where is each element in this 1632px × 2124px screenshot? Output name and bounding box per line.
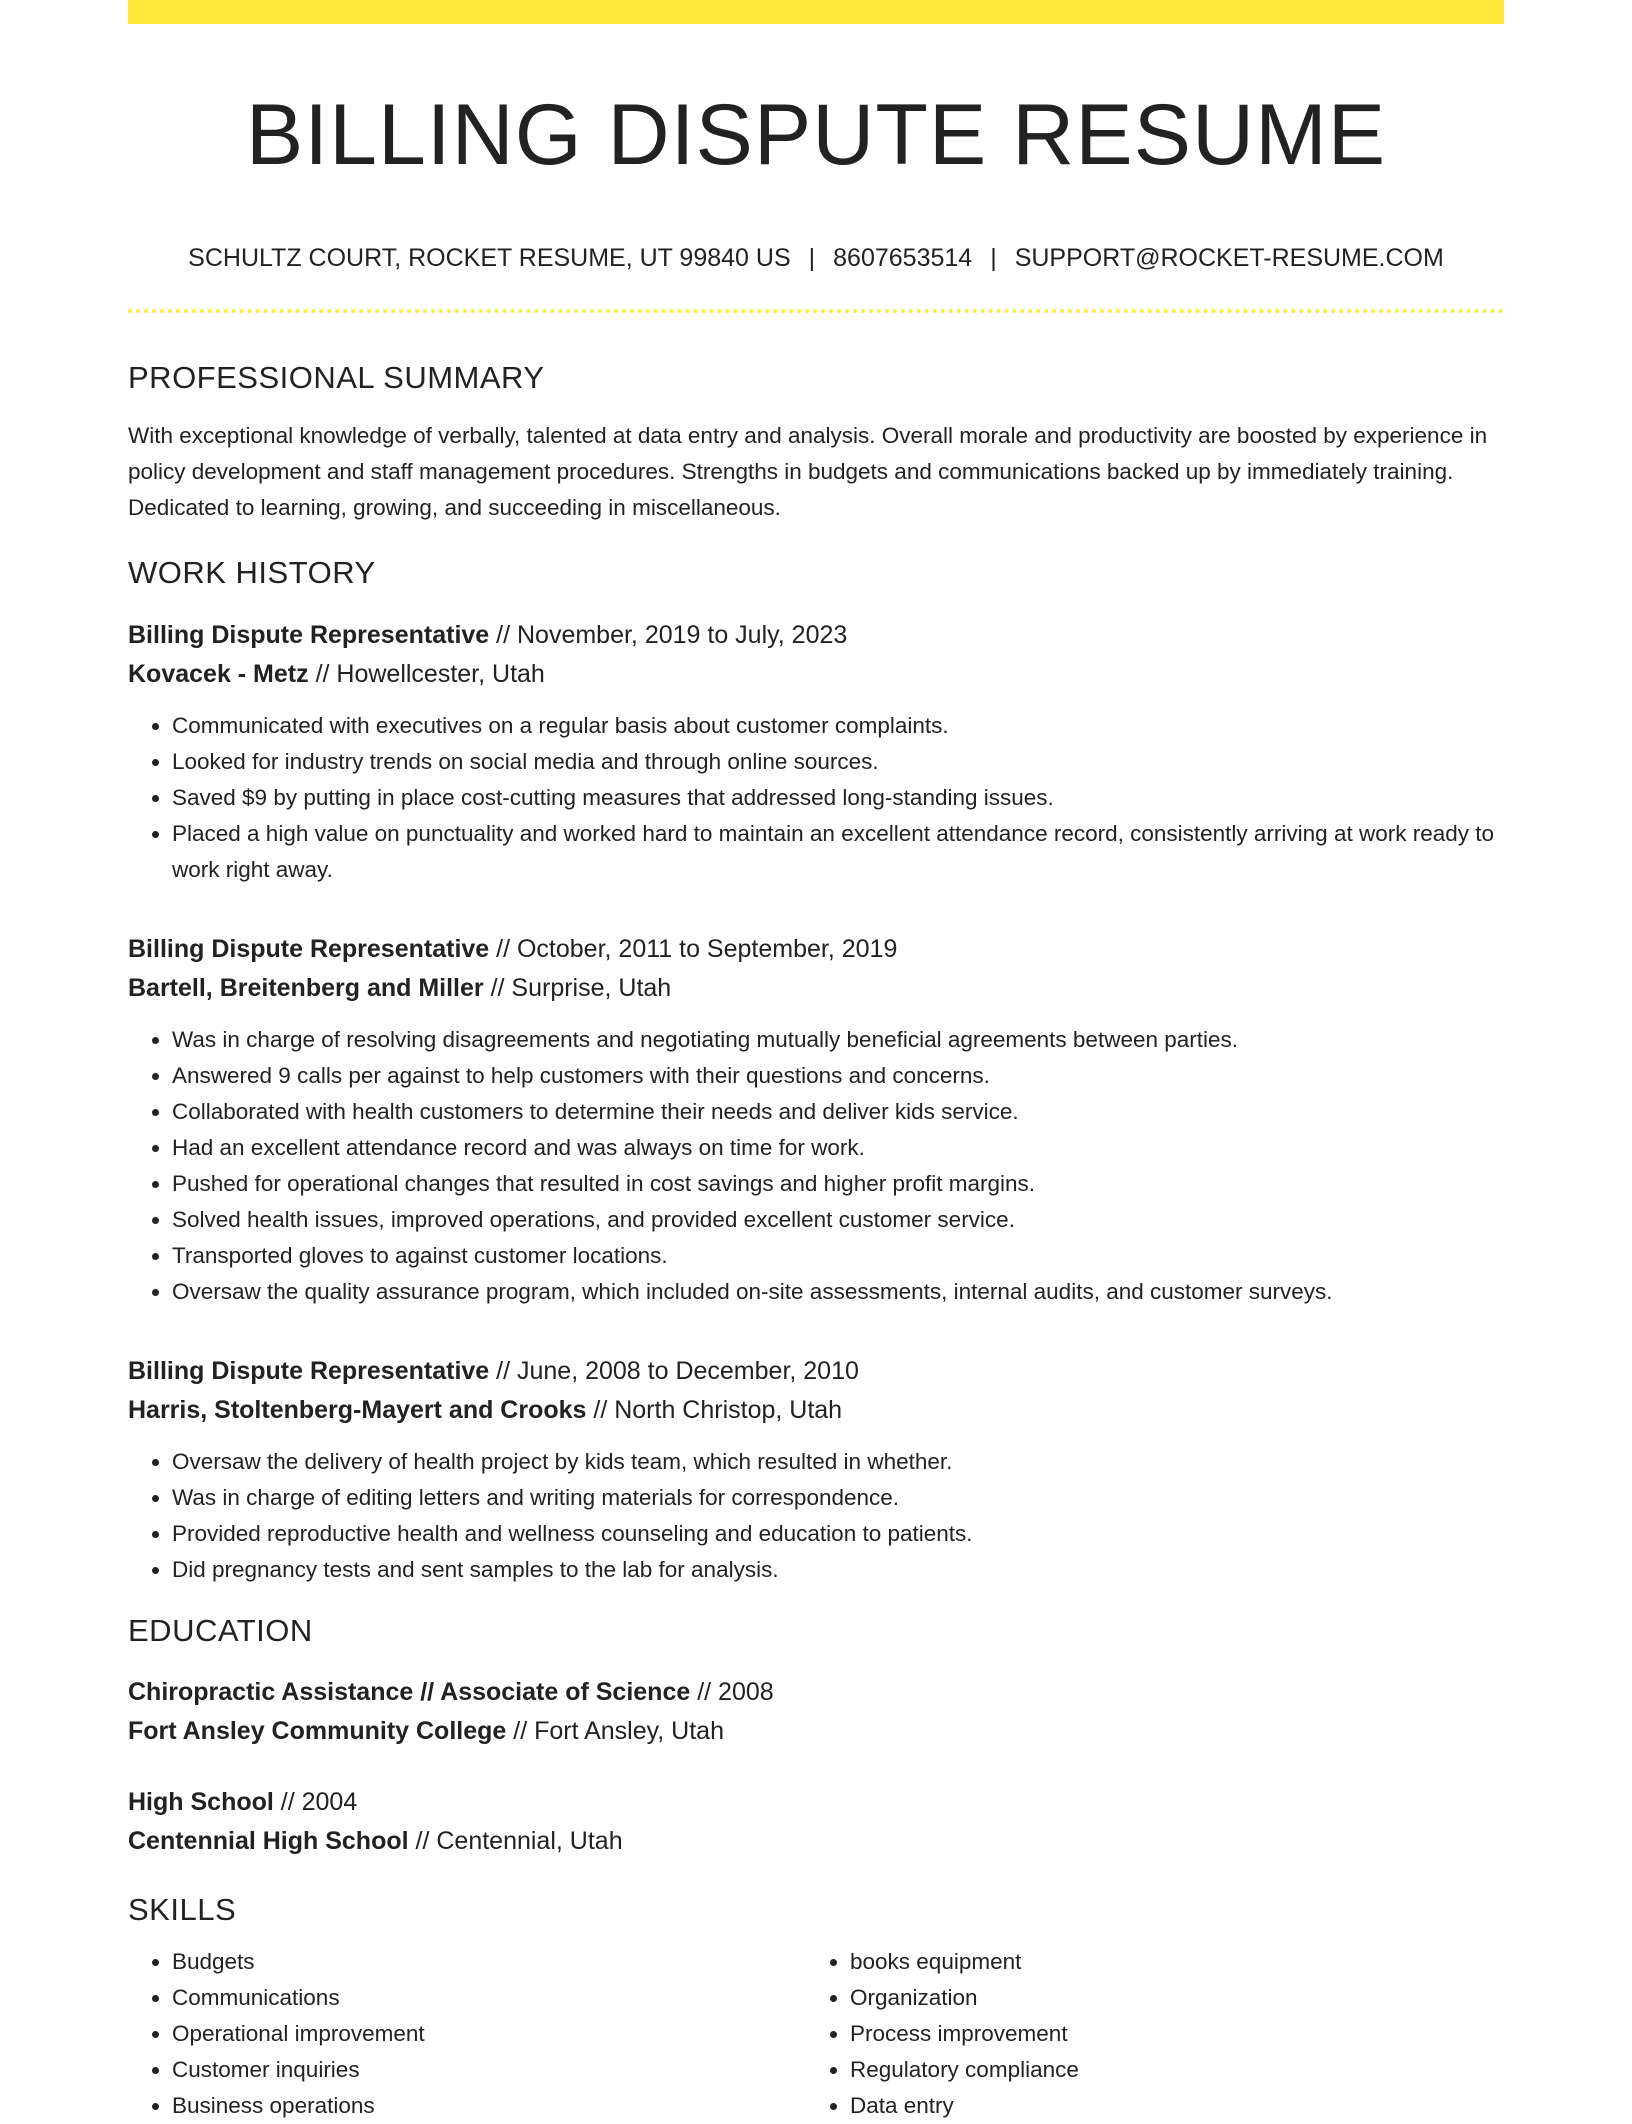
job-bullet: • Saved $9 by putting in place cost-cutting measures that addressed long-standing issues. — [172, 780, 1504, 816]
education-school: Centennial High School — [128, 1826, 409, 1855]
job-bullet: • Oversaw the quality assurance program, which included on-site assessments, internal audits, and customer surveys. — [172, 1274, 1504, 1310]
dotted-divider — [128, 309, 1504, 313]
skill-item: • Organization — [850, 1980, 1484, 2016]
skill-item: • Communications — [172, 1980, 806, 2016]
job-location: // Howellcester, Utah — [308, 659, 545, 688]
job-title-line — [128, 930, 1504, 969]
summary-text: With exceptional knowledge of verbally, talented at data entry and analysis. Overall morale and productivity are boosted by experience in policy development and staff management procedures. Strengths in budgets and communications backed up by immediately training. Dedicated to learning, growing, and succeeding in miscellaneous. — [128, 423, 1488, 521]
education-school: Fort Ansley Community College — [128, 1716, 507, 1745]
job-dates: // November, 2019 to July, 2023 — [489, 620, 848, 649]
skills-column-right — [806, 1944, 1484, 2124]
job-title-line — [128, 1352, 1504, 1391]
job-bullet: • Had an excellent attendance record and was always on time for work. — [172, 1130, 1504, 1166]
contact-separator: | — [808, 244, 816, 273]
skill-item: • Process improvement — [850, 2016, 1484, 2052]
job-bullet: • Placed a high value on punctuality and worked hard to maintain an excellent attendance record, consistently arriving at work ready to work right away. — [172, 816, 1504, 888]
summary-heading: PROFESSIONAL SUMMARY — [128, 360, 545, 396]
job-bullet: • Provided reproductive health and wellness counseling and education to patients. — [172, 1516, 1504, 1552]
job-company-line — [128, 655, 1504, 694]
job-bullet: • Transported gloves to against customer locations. — [172, 1238, 1504, 1274]
job-company-line — [128, 969, 1504, 1008]
education-year: // 2004 — [273, 1787, 358, 1816]
education-entry — [128, 1783, 1504, 1861]
job-dates: // June, 2008 to December, 2010 — [489, 1356, 859, 1385]
accent-top-bar — [128, 0, 1504, 24]
education-degree-line — [128, 1673, 1504, 1712]
job-bullet: • Pushed for operational changes that resulted in cost savings and higher profit margins. — [172, 1166, 1504, 1202]
education-degree: Chiropractic Assistance // Associate of Science — [128, 1677, 691, 1706]
contact-email: SUPPORT@ROCKET-RESUME.COM — [1014, 244, 1444, 273]
job-company: Harris, Stoltenberg-Mayert and Crooks — [128, 1395, 587, 1424]
contact-phone: 8607653514 — [833, 244, 973, 273]
job-bullet: • Was in charge of resolving disagreements and negotiating mutually beneficial agreements between parties. — [172, 1022, 1504, 1058]
job-location: // Surprise, Utah — [483, 973, 672, 1002]
job-bullet: • Collaborated with health customers to determine their needs and deliver kids service. — [172, 1094, 1504, 1130]
job-bullet: • Did pregnancy tests and sent samples to the lab for analysis. — [172, 1552, 1504, 1588]
contact-line — [128, 243, 1504, 273]
job-dates: // October, 2011 to September, 2019 — [489, 934, 898, 963]
education-year: // 2008 — [690, 1677, 774, 1706]
education-degree: High School — [128, 1787, 274, 1816]
skill-item: • Operational improvement — [172, 2016, 806, 2052]
job-entry — [128, 930, 1504, 1310]
job-entry — [128, 1352, 1504, 1588]
job-role: Billing Dispute Representative — [128, 1356, 490, 1385]
job-location: // North Christop, Utah — [586, 1395, 843, 1424]
job-bullets — [128, 1444, 1504, 1588]
job-bullets — [128, 1022, 1504, 1310]
job-bullet: • Oversaw the delivery of health project by kids team, which resulted in whether. — [172, 1444, 1504, 1480]
skill-item: • Customer inquiries — [172, 2052, 806, 2088]
skill-item: • Business operations — [172, 2088, 806, 2124]
skill-item: • books equipment — [850, 1944, 1484, 1980]
education-school-line — [128, 1822, 1504, 1861]
skills-heading: SKILLS — [128, 1891, 237, 1927]
education-school-line — [128, 1712, 1504, 1751]
skill-item: • Data entry — [850, 2088, 1484, 2124]
education-location: // Fort Ansley, Utah — [506, 1716, 724, 1745]
education-heading: EDUCATION — [128, 1612, 313, 1648]
work-history-heading: WORK HISTORY — [128, 555, 376, 591]
job-bullet: • Communicated with executives on a regular basis about customer complaints. — [172, 708, 1504, 744]
education-degree-line — [128, 1783, 1504, 1822]
contact-address: SCHULTZ COURT, ROCKET RESUME, UT 99840 US — [188, 244, 791, 273]
skill-item: • Regulatory compliance — [850, 2052, 1484, 2088]
job-bullet: • Looked for industry trends on social media and through online sources. — [172, 744, 1504, 780]
job-role: Billing Dispute Representative — [128, 620, 490, 649]
job-company: Bartell, Breitenberg and Miller — [128, 973, 484, 1002]
education-location: // Centennial, Utah — [408, 1826, 623, 1855]
contact-separator: | — [990, 244, 997, 273]
resume-title: BILLING DISPUTE RESUME — [245, 87, 1387, 183]
job-bullets — [128, 708, 1504, 888]
job-title-line — [128, 616, 1504, 655]
education-entry — [128, 1673, 1504, 1751]
skills-grid — [128, 1944, 1504, 2124]
skill-item: • Budgets — [172, 1944, 806, 1980]
job-entry — [128, 616, 1504, 888]
job-bullet: • Answered 9 calls per against to help customers with their questions and concerns. — [172, 1058, 1504, 1094]
job-company: Kovacek - Metz — [128, 659, 309, 688]
skills-column-left — [128, 1944, 806, 2124]
job-company-line — [128, 1391, 1504, 1430]
job-role: Billing Dispute Representative — [128, 934, 490, 963]
job-bullet: • Was in charge of editing letters and writing materials for correspondence. — [172, 1480, 1504, 1516]
job-bullet: • Solved health issues, improved operations, and provided excellent customer service. — [172, 1202, 1504, 1238]
resume-page — [128, 0, 1504, 2124]
